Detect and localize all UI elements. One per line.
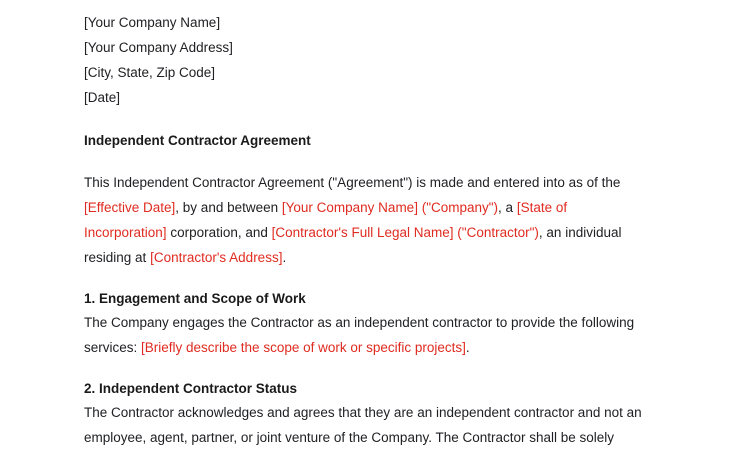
intro-text-1: This Independent Contractor Agreement ("Agreement") is made and entered into as of the [84, 175, 621, 190]
company-name-line: [Your Company Name] [84, 15, 221, 30]
section-body-1-text-after: . [465, 340, 470, 355]
intro-paragraph [84, 170, 642, 270]
spacer-after-title [84, 152, 642, 170]
section-body-2-text: The Contractor acknowledges and agrees that they are an independent contractor and not an employee, agent, partner, or joint venture of the Company. The Contractor shall be solely [84, 405, 642, 445]
placeholder-contractor-name: [Contractor's Full Legal Name] ("Contractor") [271, 225, 539, 240]
placeholder-state-of-incorporation: [State of Incorporation] [84, 200, 568, 240]
spacer-after-address [84, 110, 642, 130]
placeholder-contractor-address: [Contractor's Address] [150, 250, 283, 265]
section-number-2: 2. [84, 381, 96, 396]
section-number-1: 1. [84, 291, 96, 306]
intro-text-3: , a [498, 200, 517, 215]
company-address-line: [Your Company Address] [84, 40, 233, 55]
spacer-after-intro [84, 270, 642, 288]
spacer-after-section-1 [84, 360, 642, 378]
placeholder-company-name: [Your Company Name] ("Company") [281, 200, 499, 215]
intro-text-5: , an individual residing at [84, 225, 622, 265]
section-body-2 [84, 400, 642, 450]
placeholder-effective-date: [Effective Date] [84, 200, 176, 215]
section-body-1-text: The Company engages the Contractor as an independent contractor to provide the following services: [84, 315, 635, 355]
company-city-state-zip-line: [City, State, Zip Code] [84, 65, 216, 80]
intro-text-4: corporation, and [170, 225, 272, 240]
intro-text-6: . [282, 250, 287, 265]
section-title-1: Engagement and Scope of Work [99, 291, 306, 306]
section-body-1 [84, 310, 642, 360]
document-title: Independent Contractor Agreement [84, 133, 311, 148]
section-title-2: Independent Contractor Status [99, 381, 298, 396]
intro-text-2: , by and between [175, 200, 282, 215]
placeholder-scope-of-work: [Briefly describe the scope of work or specific projects] [141, 340, 466, 355]
company-address-block [84, 10, 642, 110]
section-heading-2 [84, 378, 642, 400]
date-line: [Date] [84, 90, 121, 105]
section-heading-1 [84, 288, 642, 310]
